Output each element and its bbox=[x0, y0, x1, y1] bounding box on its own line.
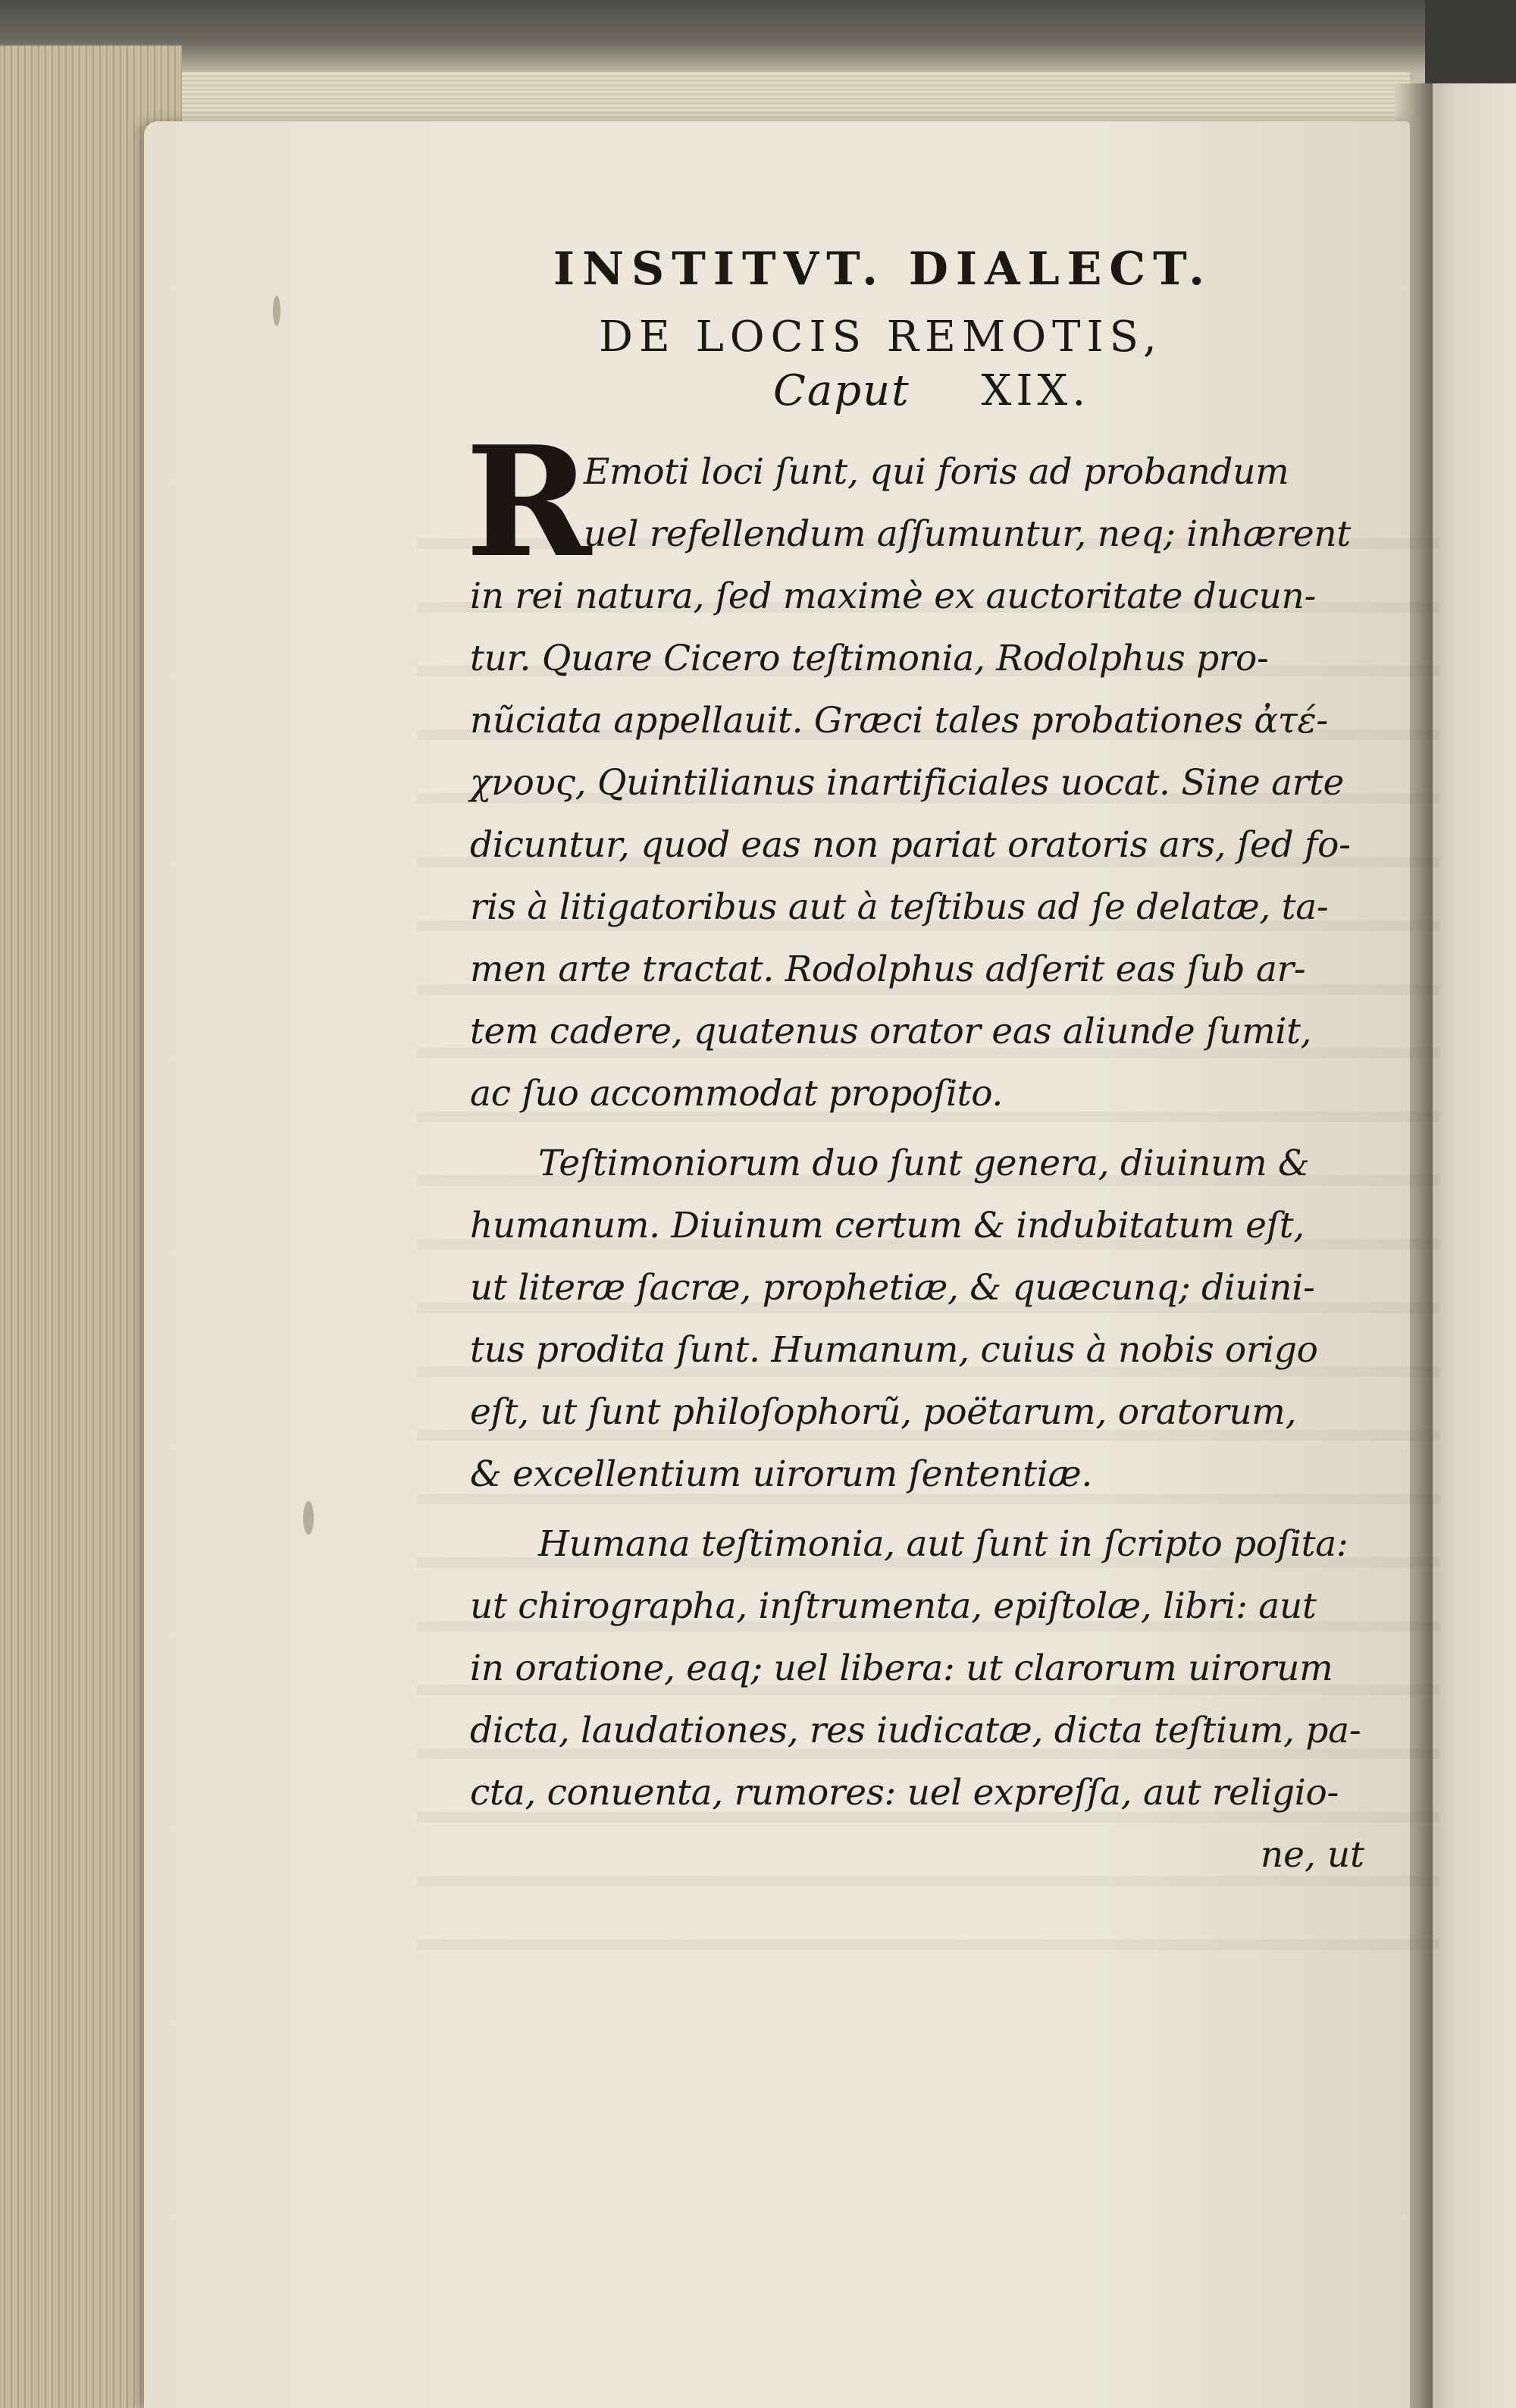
text-line: & excellentium uirorum ſententiæ. bbox=[470, 1453, 1092, 1495]
chapter-title: DE LOCIS REMOTIS, bbox=[599, 312, 1163, 362]
text-line: in rei natura, ſed maximè ex auctoritate ducun- bbox=[470, 575, 1317, 617]
chapter-number bbox=[470, 366, 1380, 415]
running-head: INSTITVT. DIALECT. bbox=[553, 243, 1212, 296]
text-line: ac ſuo accommodat propoſito. bbox=[470, 1073, 1004, 1115]
catchword: ne, ut bbox=[1260, 1834, 1364, 1876]
text-line: ris à litigatoribus aut à teſtibus ad ſe delatæ, ta- bbox=[470, 886, 1329, 928]
caput-number: XIX. bbox=[981, 366, 1091, 415]
paragraph-2 bbox=[470, 1133, 1380, 1506]
text-line: ut chirographa, inſtrumenta, epiſtolæ, libri: aut bbox=[470, 1585, 1317, 1627]
text-line: Humana teſtimonia, aut ſunt in ſcripto poſita: bbox=[538, 1523, 1348, 1565]
page-blemish bbox=[273, 296, 280, 326]
drop-cap: R bbox=[465, 413, 592, 591]
text-line: dicuntur, quod eas non pariat oratoris ars, ſed fo- bbox=[470, 824, 1351, 866]
text-line: in oratione, eaq; uel libera: ut clarorum uirorum bbox=[470, 1648, 1333, 1689]
text-line: uel refellendum aſſumuntur, neq; inhærent bbox=[584, 513, 1351, 555]
text-line: nũciata appellauit. Græci tales probationes ἀτέ- bbox=[470, 700, 1328, 742]
text-line: tur. Quare Cicero teſtimonia, Rodolphus pro- bbox=[470, 638, 1269, 679]
text-line: Teſtimoniorum duo ſunt genera, diuinum & bbox=[538, 1143, 1310, 1184]
text-line: ut literæ ſacræ, prophetiæ, & quæcunq; diuini- bbox=[470, 1267, 1315, 1309]
text-line: tus prodita ſunt. Humanum, cuius à nobis origo bbox=[470, 1329, 1318, 1371]
text-line: men arte tractat. Rodolphus adſerit eas ſub ar- bbox=[470, 948, 1306, 990]
text-line: χνους, Quintilianus inartificiales uocat. Sine arte bbox=[470, 762, 1345, 804]
text-line: Emoti loci ſunt, qui foris ad probandum bbox=[584, 451, 1289, 493]
paragraph-1 bbox=[465, 413, 1380, 1125]
text-line: humanum. Diuinum certum & indubitatum eſt, bbox=[470, 1205, 1305, 1246]
text-line: eſt, ut ſunt philoſophorũ, poëtarum, oratorum, bbox=[470, 1391, 1297, 1433]
page-blemish bbox=[303, 1501, 314, 1535]
paragraph-3 bbox=[470, 1513, 1380, 1824]
text-line: cta, conuenta, rumores: uel expreſſa, aut religio- bbox=[470, 1772, 1339, 1814]
text-block bbox=[465, 243, 1380, 1886]
text-line: dicta, laudationes, res iudicatæ, dicta teſtium, pa- bbox=[470, 1710, 1361, 1751]
caput-word: Caput bbox=[773, 366, 910, 415]
text-line: tem cadere, quatenus orator eas aliunde ſumit, bbox=[470, 1011, 1312, 1052]
